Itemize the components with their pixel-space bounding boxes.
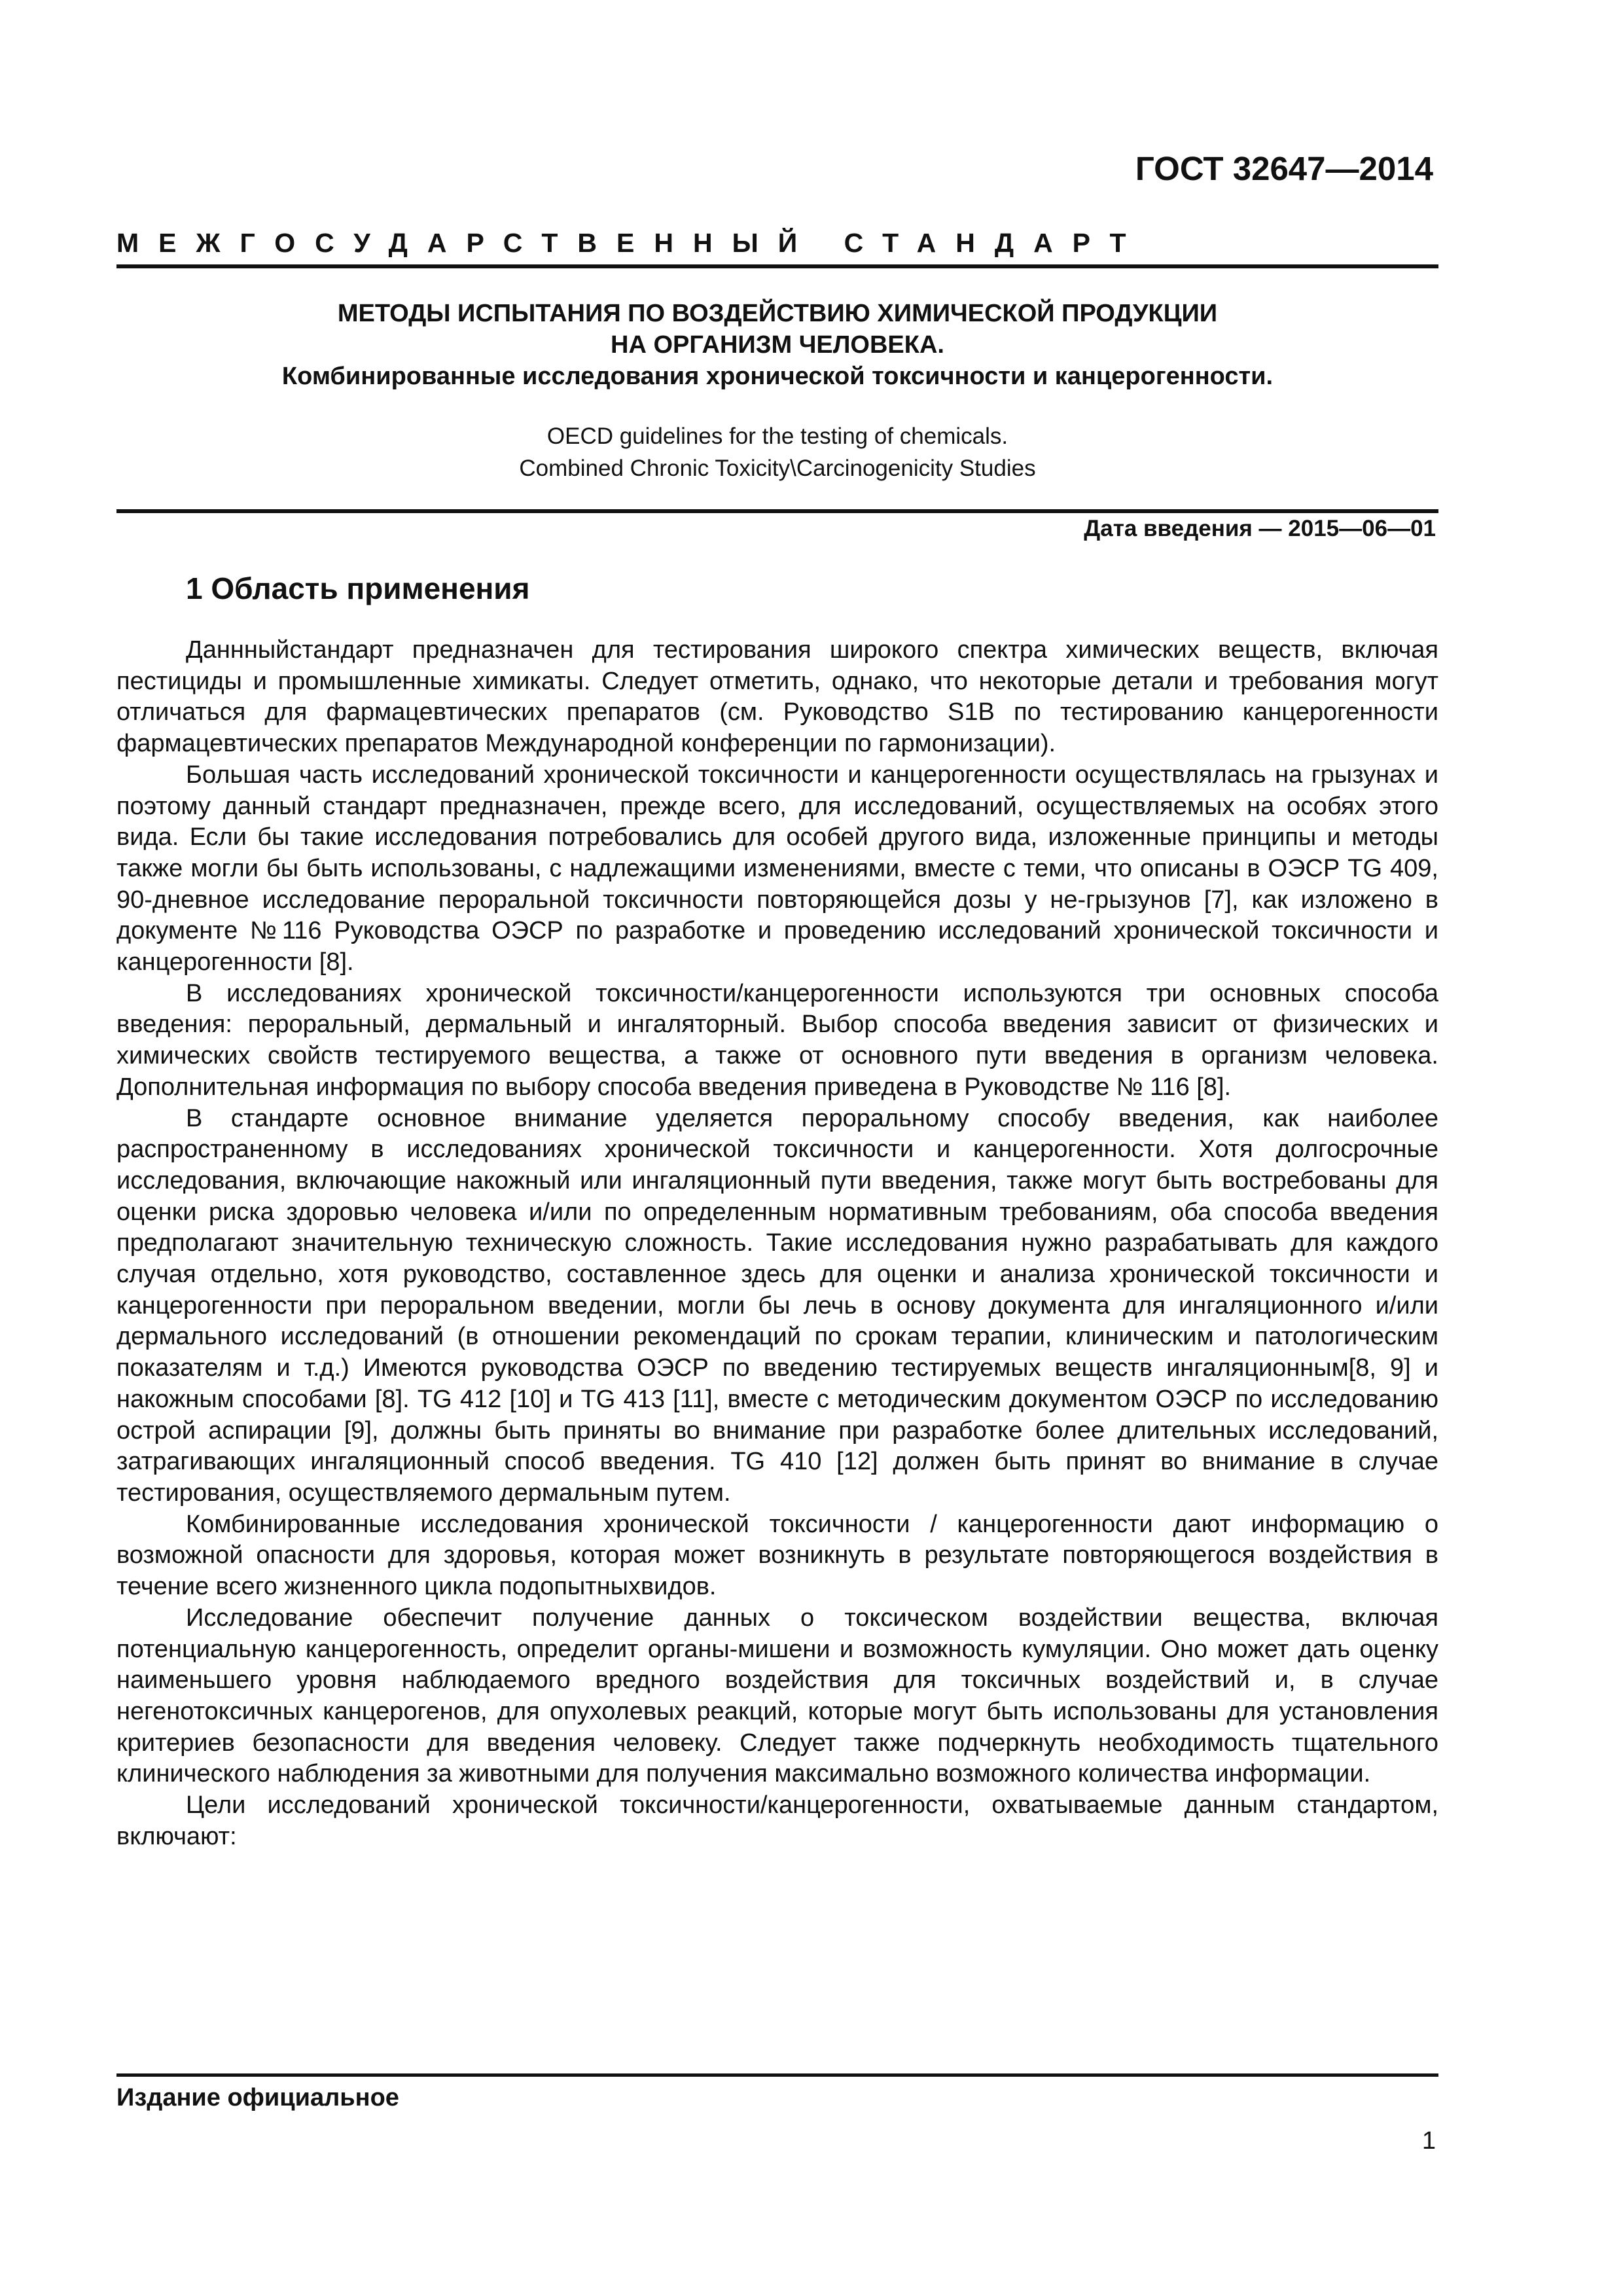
english-title-line-2: Combined Chronic Toxicity\Carcinogenicity Studies (519, 456, 1036, 481)
paragraph: Исследование обеспечит получение данных о токсическом воздействии вещества, включая потенциальную канцерогенность, определит органы-мишени и возможность кумуляции. Оно может дать оценку наименьшего уровня наблюдаемого вредного воздействия для токсичных воздействий и, в случае негенотоксичных канцерогенов, для опухолевых реакций, которые могут быть использованы для установления критериев безопасности для введения человеку. Следует также подчеркнуть необходимость тщательного клинического наблюдения за животными для получения максимально возможного количества информации. (116, 1604, 1438, 1788)
paragraph: Комбинированные исследования хронической токсичности / канцерогенности дают информацию о возможной опасности для здоровья, которая может возникнуть в результате повторяющегося воздействия в течение всего жизненного цикла подопытныхвидов. (116, 1510, 1438, 1601)
section-body (116, 635, 1438, 1852)
paragraph: Цели исследований хронической токсичности/канцерогенности, охватываемые данным стандартом, включают: (116, 1791, 1438, 1850)
paragraph: Даннныйстандарт предназначен для тестирования широкого спектра химических веществ, включая пестициды и промышленные химикаты. Следует отметить, однако, что некоторые детали и требования могут отличаться для фармацевтических препаратов (см. Руководство S1B по тестированию канцерогенности фармацевтических препаратов Международной конференции по гармонизации). (116, 636, 1438, 758)
paragraph: В исследованиях хронической токсичности/канцерогенности используются три основных способа введения: пероральный, дермальный и ингаляторный. Выбор способа введения зависит от физических и химических свойств тестируемого вещества, а также от основного пути введения в организм человека. Дополнительная информация по выбору способа введения приведена в Руководстве № 116 [8]. (116, 979, 1438, 1101)
page-number: 1 (1421, 2127, 1436, 2155)
document-title (116, 298, 1438, 392)
title-rule (116, 509, 1438, 513)
document-subtitle: Комбинированные исследования хронической токсичности и канцерогенности. (281, 363, 1274, 390)
english-title (116, 420, 1438, 484)
footer-rule (116, 2073, 1438, 2077)
section-title: 1 Область применения (186, 571, 530, 605)
official-edition-label: Издание официальное (116, 2084, 399, 2111)
title-line-1: МЕТОДЫ ИСПЫТАНИЯ ПО ВОЗДЕЙСТВИЮ ХИМИЧЕСКОЙ ПРОДУКЦИИ (337, 300, 1218, 327)
introduction-date: Дата введения — 2015—06—01 (1084, 516, 1436, 541)
gost-number: ГОСТ 32647—2014 (1135, 150, 1433, 187)
paragraph: В стандарте основное внимание уделяется пероральному способу введения, как наиболее распространенному в исследованиях хронической токсичности и канцерогенности. Хотя долгосрочные исследования, включающие накожный или ингаляционный пути введения, также могут быть востребованы для оценки риска здоровью человека и/или по определенным нормативным требованиям, оба способа введения предполагают значительную техническую сложность. Такие исследования нужно разрабатывать для каждого случая отдельно, хотя руководство, составленное здесь для оценки и анализа хронической токсичности и канцерогенности при пероральном введении, могли бы лечь в основу документа для ингаляционного и/или дермального исследований (в отношении рекомендаций по срокам терапии, клиническим и патологическим показателям и т.д.) Имеются руководства ОЭСР по введению тестируемых веществ ингаляционным[8, 9] и накожным способами [8]. TG 412 [10] и TG 413 [11], вместе с методическим документом ОЭСР по исследованию острой аспирации [9], должны быть приняты во внимание при разработке более длительных исследований, затрагивающих ингаляционный способ введения. TG 410 [12] должен быть принят во внимание в случае тестирования, осуществляемого дермальным путем. (116, 1104, 1438, 1507)
interstate-standard-label: МЕЖГОСУДАРСТВЕННЫЙ СТАНДАРТ (116, 228, 1146, 258)
title-line-2: НА ОРГАНИЗМ ЧЕЛОВЕКА. (611, 331, 944, 359)
paragraph: Большая часть исследований хронической токсичности и канцерогенности осуществлялась на грызунах и поэтому данный стандарт предназначен, прежде всего, для исследований, осуществляемых на особях этого вида. Если бы такие исследования потребовались для особей другого вида, изложенные принципы и методы также могли бы быть использованы, с надлежащими изменениями, вместе с теми, что описаны в ОЭСР TG 409, 90-дневное исследование пероральной токсичности повторяющейся дозы у не-грызунов [7], как изложено в документе №116 Руководства ОЭСР по разработке и проведению исследований хронической токсичности и канцерогенности [8]. (116, 761, 1438, 977)
header-rule (116, 264, 1438, 268)
english-title-line-1: OECD guidelines for the testing of chemicals. (546, 423, 1008, 449)
